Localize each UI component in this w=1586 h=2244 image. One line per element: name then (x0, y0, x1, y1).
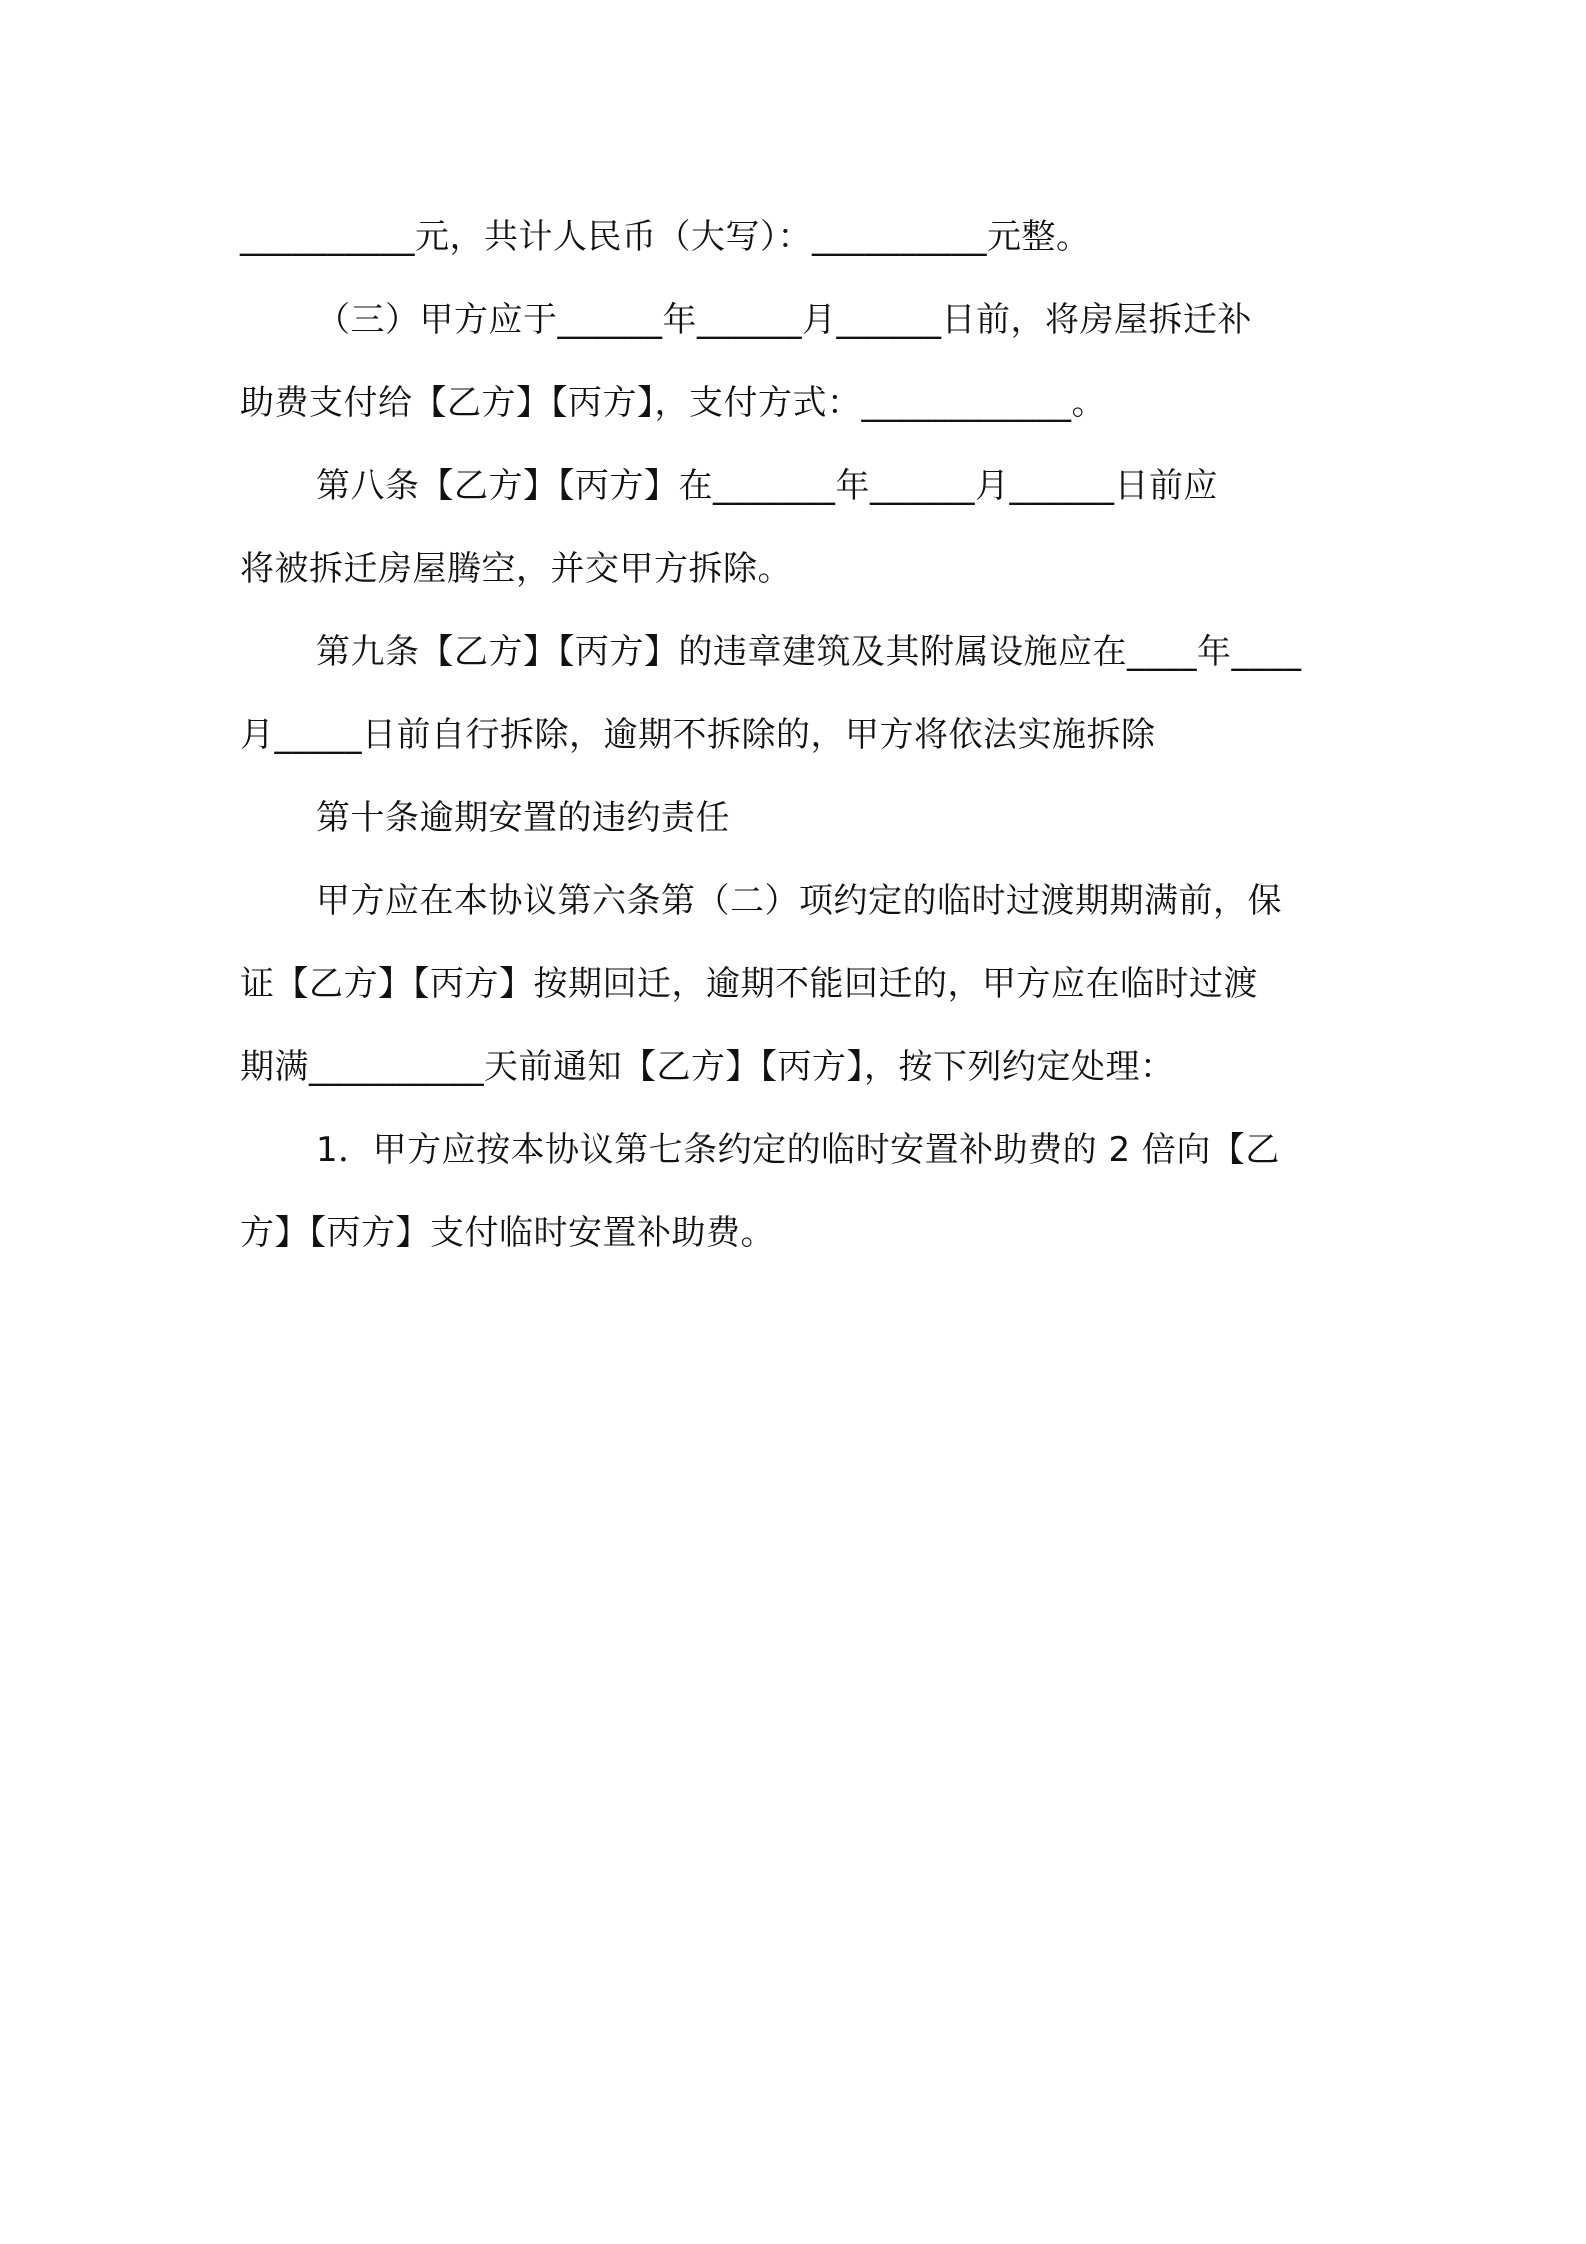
text-line: __________元，共计人民币（大写）：__________元整。 (240, 217, 1091, 257)
text-line: 证【乙方】【丙方】按期回迁，逾期不能回迁的，甲方应在临时过渡 (240, 964, 1258, 1004)
text-line: 甲方应在本协议第六条第（二）项约定的临时过渡期期满前，保 (316, 881, 1282, 921)
text-line: 助费支付给【乙方】【丙方】，支付方式：____________。 (240, 383, 1106, 423)
text-line: 第八条【乙方】【丙方】在_______年______月______日前应 (316, 466, 1218, 506)
text-line: 期满__________天前通知【乙方】【丙方】，按下列约定处理： (240, 1047, 1175, 1087)
text-line: 第九条【乙方】【丙方】的违章建筑及其附属设施应在____年____ (316, 632, 1302, 672)
text-line: 将被拆迁房屋腾空，并交甲方拆除。 (240, 549, 792, 589)
list-item: 1．甲方应按本协议第七条约定的临时安置补助费的 2 倍向【乙 (316, 1130, 1280, 1170)
text-line: 月_____日前自行拆除，逾期不拆除的，甲方将依法实施拆除 (240, 715, 1156, 755)
section-heading: 第十条逾期安置的违约责任 (316, 798, 730, 838)
text-line: （三）甲方应于______年______月______日前，将房屋拆迁补 (316, 300, 1252, 340)
document-body (240, 196, 1352, 1275)
text-line: 方】【丙方】支付临时安置补助费。 (240, 1213, 775, 1253)
